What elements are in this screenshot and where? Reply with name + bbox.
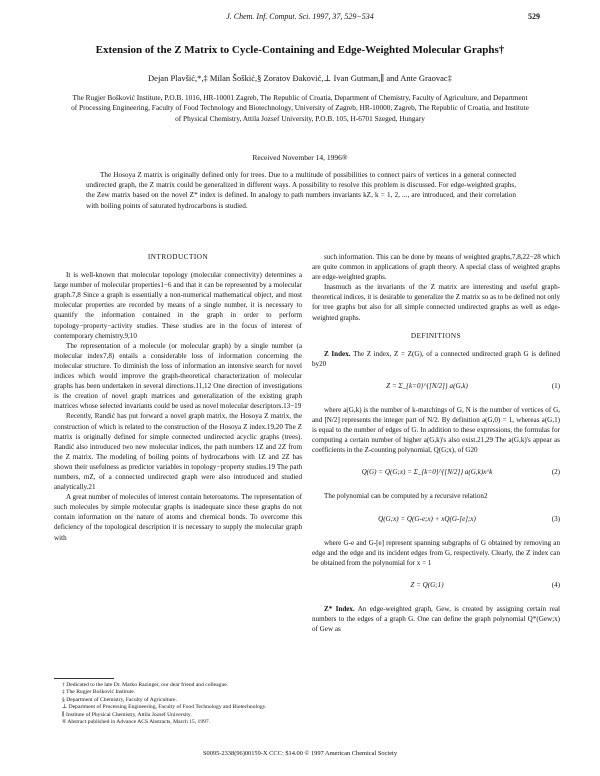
equation-formula: Q(G) = Q(G;x) = Σ_{k=0}^{[N/2]} a(G,k)x^k	[361, 468, 493, 477]
footnote-divider	[54, 678, 114, 679]
equation-1	[312, 375, 560, 399]
paragraph	[312, 604, 560, 634]
page-number: 529	[528, 12, 540, 21]
equation-number: (2)	[551, 468, 560, 477]
journal-citation: J. Chem. Inf. Comput. Sci. 1997, 37, 529−534	[226, 12, 374, 21]
footnotes	[54, 682, 302, 726]
equation-2	[312, 461, 560, 485]
paragraph	[312, 349, 560, 369]
footnote: ‡ The Rugjer Bošković Institute.	[62, 689, 136, 696]
equation-number: (4)	[551, 580, 560, 589]
paragraph: It is well-known that molecular topology (molecular connectivity) determines a large number of molecular properties1−6 and that it can be represented by a molecular graph.7,8 Since a graph is essentially a non-numerical mathematical object, and most molecular properties are recorded by means of a single number, it is necessary to quantify the information contained in the graph in order to perform topology−property−activity studies. These studies are in the focus of interest of contemporary chemistry.9,10	[54, 271, 302, 340]
author-list: Dejan Plavšić,*,‡ Milan Šoškić,§ Zoratov Đaković,⊥ Ivan Gutman,∥ and Ante Graovac‡	[148, 73, 452, 83]
section-heading-introduction: INTRODUCTION	[147, 253, 209, 261]
paragraph: A great number of molecules of interest contain heteroatoms. The representation of such molecules by simple molecular graphs is inadequate since these graphs do not contain information on the nature of atoms and chemical bonds. To overcome this deficiency of the topological description it is necessary to supply the molecular graph with	[54, 493, 302, 542]
subheading-z-star-index: Z* Index.	[324, 604, 355, 613]
section-heading-definitions: DEFINITIONS	[410, 331, 462, 340]
abstract: The Hosoya Z matrix is originally defined only for trees. Due to a multitude of possibilities to connect pairs of vertices in a general connected undirected graph, the Z matrix could be generalized in different ways. A possibility to resolve this problem is discussed. For edge-weighted graphs, the Zew matrix based on the novel Z* index is defined. In analogy to path numbers invariants kZ, k = 1, 2, ..., are introduced, and their correlation with boiling points of saturated hydrocarbons is studied.	[86, 171, 516, 210]
affiliations: The Rugjer Bošković Institute, P.O.B. 1016, HR-10001 Zagreb, The Republic of Croatia, Department of Chemistry, Faculty of Agriculture, and Department of Processing Engineering, Faculty of Food Technology and Biotechnology, University of Zagreb, HR-10000, Zagreb, The Republic of Croatia, and Institute of Physical Chemistry, Attila Jozsef University, P.O.B. 105, H-6701 Szeged, Hungary	[71, 93, 529, 123]
paragraph: such information. This can be done by means of weighted graphs,7,8,22−28 which are quite common in applications of graph theory. A special class of weighted graphs are edge-weighted graphs.	[312, 253, 560, 282]
left-column	[54, 252, 302, 543]
paragraph-text: An edge-weighted graph, Gew, is created by assigning certain real numbers to the edges of a graph G. One can define the graph polynomial Q*(Gew;x) of Gew as	[312, 604, 561, 633]
equation-number: (3)	[551, 514, 560, 523]
footnote: § Department of Chemistry, Faculty of Agriculture.	[62, 696, 177, 703]
paragraph: The representation of a molecule (or molecular graph) by a single number (a molecular index7,8) entails a considerable loss of information concerning the molecular structure. To diminish the loss of information an intensive search for novel indices which would improve the graph-theoretical characterization of molecular graphs has been undertaken in several directions.11,12 One direction of investigations is the creation of novel graph matrices and generalization of the existing graph matrices whose selected invariants could be used as novel molecular descriptors.13−19	[54, 341, 302, 411]
paragraph: Inasmuch as the invariants of the Z matrix are interesting and useful graph-theoretical indices, it is desirable to generalize the Z matrix so as to be defined not only for tree graphs but also for all simple connected undirected graphs as well as edge-weighted graphs.	[312, 283, 561, 322]
paragraph: Recently, Randić has put forward a novel graph matrix, the Hosoya Z matrix, the construction of which is related to the construction of the Hosoya Z index.19,20 The Z matrix is originally defined for simple connected undirected acyclic graphs (trees). Randić also introduced two new molecular indices, the path numbers 1Z and 2Z from the Z matrix. The modeling of boiling points of hydrocarbons with 1Z and 2Z has shown their usefulness as predictor variables in topology−property studies.19 The path numbers, mZ, of a connected undirected graph were also introduced and studied analytically.21	[54, 412, 302, 492]
equation-4	[312, 574, 560, 598]
paragraph-text: The Z index, Z = Z(G), of a connected undirected graph G is defined by20	[312, 349, 560, 368]
equation-formula: Z = Σ_{k=0}^{[N/2]} a(G,k)	[386, 381, 468, 390]
equation-3	[312, 508, 560, 532]
footnote: ® Abstract published in Advance ACS Abstracts, March 15, 1997.	[62, 719, 211, 726]
running-header	[0, 12, 600, 24]
received-date: Received November 14, 1996®	[252, 153, 348, 162]
paragraph: where a(G,k) is the number of k-matchings of G, N is the number of vertices of G, and [N/2] represents the integer part of N/2. By definition a(G,0) = 1, whereas a(G,1) is equal to the number of edges of G. In addition to these expressions, the formulas for computing a certain number of higher a(G,k)'s also exist.21,29 The a(G,k)'s appear as coefficients in the Z-counting polynomial, Q(G;x), of G20	[312, 405, 560, 455]
subheading-z-index: Z Index.	[324, 349, 351, 358]
paragraph: where G-e and G-[e] represent spanning subgraphs of G obtained by removing an edge and the edge and its incident edges from G, respectively. Clearly, the Z index can be obtained from the polynomial for x = 1	[312, 538, 560, 567]
equation-formula: Z = Q(G;1)	[410, 580, 444, 589]
equation-formula: Q(G;x) = Q(G-e;x) + xQ(G-[e];x)	[378, 514, 476, 523]
footnote: † Dedicated to the late Dr. Marko Razinger, our dear friend and colleague.	[62, 682, 229, 688]
paragraph: The polynomial can be computed by a recursive relation2	[324, 492, 488, 501]
footnote: ⊥ Department of Processing Engineering, Faculty of Food Technology and Biotechnology.	[62, 704, 267, 711]
equation-number: (1)	[551, 381, 560, 390]
paper-title: Extension of the Z Matrix to Cycle-Containing and Edge-Weighted Molecular Graphs†	[95, 44, 505, 56]
right-column	[312, 252, 560, 634]
copyright-line: S0095-2338(96)00159-X CCC: $14.00 © 1997 American Chemical Society	[202, 750, 398, 757]
footnote: ∥ Institute of Physical Chemistry, Attila Jozsef University.	[62, 711, 192, 718]
